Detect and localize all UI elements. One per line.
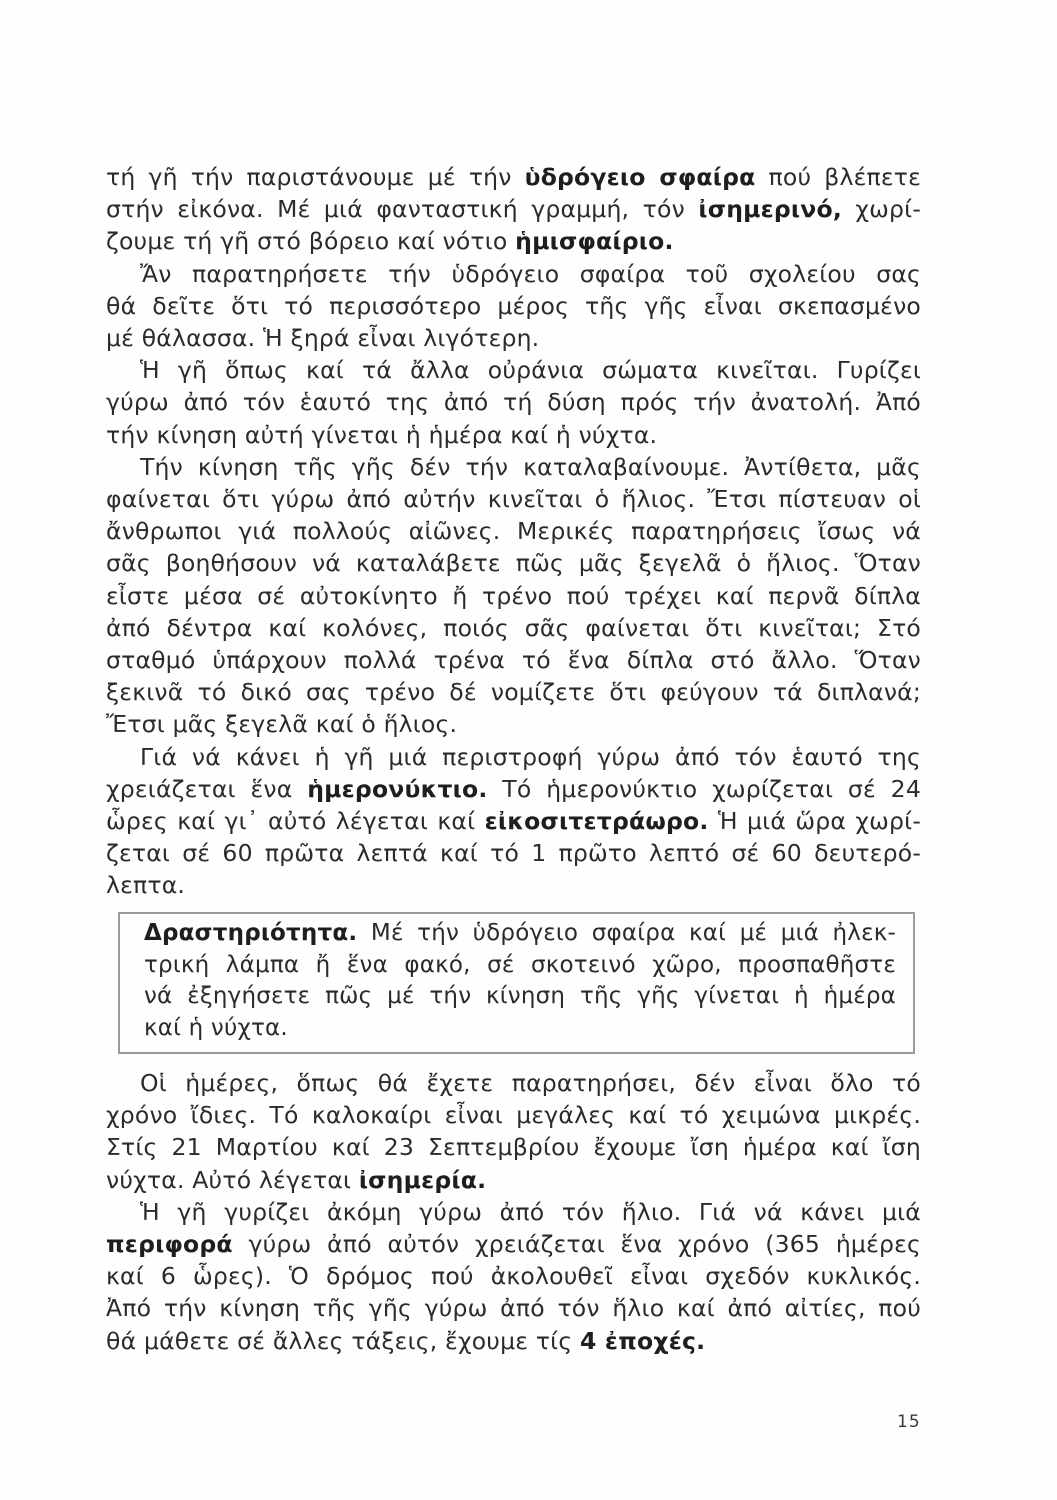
text-line bbox=[106, 1067, 921, 1099]
text-run: τήν κίνηση αὐτή γίνεται ἡ ἡμέρα καί ἡ νύχτα. bbox=[106, 420, 658, 449]
lower-text-block bbox=[106, 1067, 921, 1357]
text-run: εἶστε μέσα σέ αὐτοκίνητο ἤ τρένο πού τρέχει καί περνᾶ δίπλα bbox=[106, 581, 921, 610]
text-run: γύρω ἀπό τόν ἑαυτό της ἀπό τή δύση πρός τήν ἀνατολή. Ἀπό bbox=[106, 388, 921, 417]
text-run: Τό ἡμερονύκτιο χωρίζεται σέ 24 bbox=[487, 774, 921, 803]
text-run: λεπτα. bbox=[106, 871, 186, 900]
text-line bbox=[144, 950, 896, 982]
activity-box bbox=[118, 912, 915, 1054]
text-run: ὧρες καί γι᾽ αὐτό λέγεται καί bbox=[106, 807, 485, 836]
text-run: μέ θάλασσα. Ἡ ξηρά εἶναι λιγότερη. bbox=[106, 324, 540, 353]
text-run: νύχτα. Αὐτό λέγεται bbox=[106, 1165, 359, 1194]
text-line bbox=[144, 981, 896, 1013]
bold-term: ἰσημερία. bbox=[358, 1165, 487, 1194]
text-run: καί 6 ὧρες). Ὁ δρόμος πού ἀκολουθεῖ εἶναι σχεδόν κυκλικός. bbox=[106, 1262, 921, 1291]
text-line bbox=[106, 193, 921, 225]
text-run: Ἔτσι μᾶς ξεγελᾶ καί ὁ ἥλιος. bbox=[106, 710, 458, 739]
activity-text bbox=[144, 918, 896, 1044]
text-line bbox=[106, 322, 921, 354]
text-run: φαίνεται ὅτι γύρω ἀπό αὐτήν κινεῖται ὁ ἥλιος. Ἔτσι πίστευαν οἱ bbox=[106, 485, 921, 514]
text-run: τρική λάμπα ἤ ἕνα φακό, σέ σκοτεινό χῶρο, προσπαθῆστε bbox=[144, 951, 896, 978]
text-line bbox=[106, 225, 921, 257]
text-line bbox=[106, 258, 921, 290]
text-run: χρειάζεται ἕνα bbox=[106, 774, 308, 803]
text-run: Ἀπό τήν κίνηση τῆς γῆς γύρω ἀπό τόν ἥλιο καί ἀπό αἰτίες, πού bbox=[106, 1294, 921, 1323]
text-run: Στίς 21 Μαρτίου καί 23 Σεπτεμβρίου ἔχουμε ἴση ἡμέρα καί ἴση bbox=[106, 1133, 921, 1162]
text-run: θά μάθετε σέ ἄλλες τάξεις, ἔχουμε τίς bbox=[106, 1326, 580, 1355]
text-line bbox=[106, 1164, 921, 1196]
text-run: ἄνθρωποι γιά πολλούς αἰῶνες. Μερικές παρατηρήσεις ἴσως νά bbox=[106, 517, 921, 546]
text-run: Μέ τήν ὑδρόγειο σφαίρα καί μέ μιά ἠλεκ- bbox=[357, 920, 896, 946]
text-line bbox=[106, 580, 921, 612]
bold-term: περιφορά bbox=[106, 1230, 233, 1259]
text-line bbox=[106, 1292, 921, 1324]
text-run: θά δεῖτε ὅτι τό περισσότερο μέρος τῆς γῆς εἶναι σκεπασμένο bbox=[106, 291, 921, 320]
text-run: στήν εἰκόνα. Μέ μιά φανταστική γραμμή, τόν bbox=[106, 195, 699, 224]
text-run: χωρί- bbox=[841, 195, 921, 224]
bold-term: ὑδρόγειο σφαίρα bbox=[524, 163, 756, 191]
text-line bbox=[106, 612, 921, 644]
text-line bbox=[106, 354, 921, 386]
text-run: Ἡ γῆ γυρίζει ἀκόμη γύρω ἀπό τόν ἥλιο. Γιά νά κάνει μιά bbox=[140, 1197, 921, 1226]
text-line bbox=[106, 837, 921, 869]
text-run: σᾶς βοηθήσουν νά καταλάβετε πῶς μᾶς ξεγελᾶ ὁ ἥλιος. Ὅταν bbox=[106, 549, 921, 578]
text-run: Ἡ γῆ ὅπως καί τά ἄλλα οὐράνια σώματα κινεῖται. Γυρίζει bbox=[140, 356, 921, 385]
text-run: Τήν κίνηση τῆς γῆς δέν τήν καταλαβαίνουμε. Ἀντίθετα, μᾶς bbox=[140, 452, 921, 481]
text-line bbox=[106, 676, 921, 708]
text-run: ζεται σέ 60 πρῶτα λεπτά καί τό 1 πρῶτο λεπτό σέ 60 δευτερό- bbox=[106, 839, 921, 868]
text-line bbox=[106, 386, 921, 418]
text-run: ζουμε τή γῆ στό βόρειο καί νότιο bbox=[106, 227, 516, 256]
bold-term: εἰκοσιτετράωρο. bbox=[484, 807, 709, 836]
text-line bbox=[106, 869, 921, 901]
text-run: Ἄν παρατηρήσετε τήν ὑδρόγειο σφαίρα τοῦ σχολείου σας bbox=[140, 259, 921, 288]
text-line bbox=[106, 547, 921, 579]
text-line bbox=[106, 1325, 921, 1357]
text-run: πού βλέπετε bbox=[755, 163, 921, 191]
text-line bbox=[106, 1131, 921, 1163]
text-line bbox=[106, 515, 921, 547]
page-number: 15 bbox=[897, 1412, 921, 1432]
text-line bbox=[106, 1099, 921, 1131]
text-run: χρόνο ἴδιες. Τό καλοκαίρι εἶναι μεγάλες καί τό χειμώνα μικρές. bbox=[106, 1101, 921, 1130]
text-line bbox=[106, 1196, 921, 1228]
bold-term: ἡμερονύκτιο. bbox=[307, 774, 488, 803]
text-line bbox=[106, 805, 921, 837]
text-line bbox=[106, 290, 921, 322]
bold-term: ἰσημερινό, bbox=[698, 195, 842, 224]
text-line bbox=[144, 918, 896, 950]
text-line bbox=[106, 741, 921, 773]
text-line bbox=[106, 773, 921, 805]
text-run: τή γῆ τήν παριστάνουμε μέ τήν bbox=[106, 163, 525, 191]
text-line bbox=[144, 1013, 896, 1045]
text-line bbox=[106, 161, 921, 193]
text-run: σταθμό ὑπάρχουν πολλά τρένα τό ἕνα δίπλα στό ἄλλο. Ὅταν bbox=[106, 646, 921, 675]
text-line bbox=[106, 451, 921, 483]
text-line bbox=[106, 1260, 921, 1292]
text-line bbox=[106, 708, 921, 740]
text-line bbox=[106, 483, 921, 515]
text-run: Οἱ ἡμέρες, ὅπως θά ἔχετε παρατηρήσει, δέν εἶναι ὅλο τό bbox=[140, 1069, 921, 1097]
text-line bbox=[106, 644, 921, 676]
bold-term: Δραστηριότητα. bbox=[144, 920, 358, 946]
text-run: Γιά νά κάνει ἡ γῆ μιά περιστροφή γύρω ἀπό τόν ἑαυτό της bbox=[140, 742, 921, 771]
main-text-block bbox=[106, 161, 921, 902]
text-run: ξεκινᾶ τό δικό σας τρένο δέ νομίζετε ὅτι φεύγουν τά διπλανά; bbox=[106, 678, 921, 707]
text-line bbox=[106, 419, 921, 451]
text-run: ἀπό δέντρα καί κολόνες, ποιός σᾶς φαίνεται ὅτι κινεῖται; Στό bbox=[106, 613, 921, 642]
text-line bbox=[106, 1228, 921, 1260]
bold-term: ἡμισφαίριο. bbox=[515, 227, 674, 256]
text-run: νά ἐξηγήσετε πῶς μέ τήν κίνηση τῆς γῆς γίνεται ἡ ἡμέρα bbox=[144, 983, 896, 1009]
bold-term: 4 ἐποχές. bbox=[580, 1326, 706, 1355]
text-run: γύρω ἀπό αὐτόν χρειάζεται ἕνα χρόνο (365 ἡμέρες bbox=[232, 1230, 921, 1259]
text-run: Ἡ μιά ὥρα χωρί- bbox=[708, 807, 922, 836]
text-run: καί ἡ νύχτα. bbox=[144, 1014, 288, 1041]
